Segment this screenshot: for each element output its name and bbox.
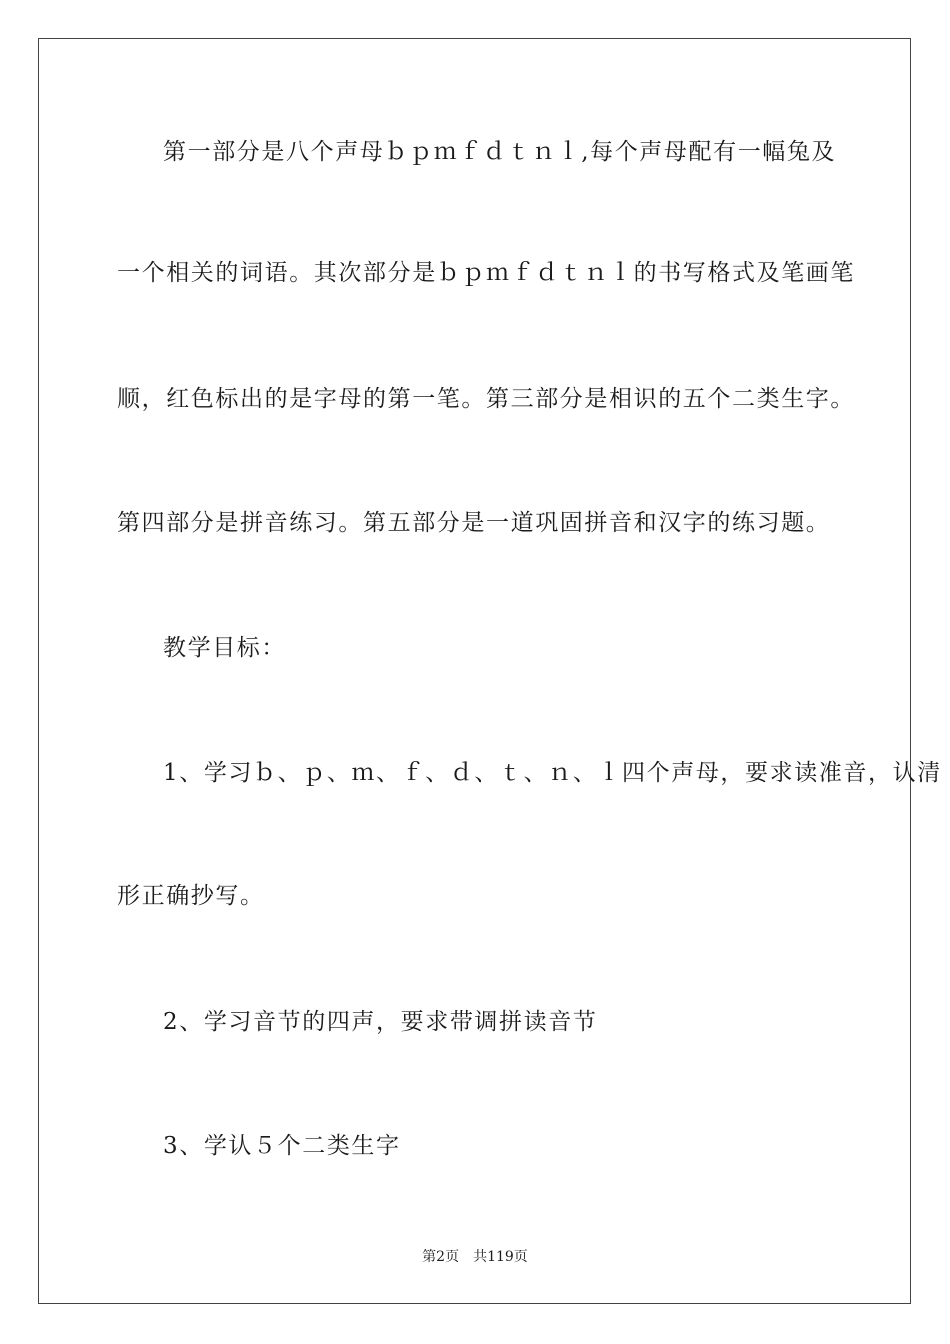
paragraph-line-4: 第四部分是拼音练习。第五部分是一道巩固拼音和汉字的练习题。 xyxy=(117,510,831,536)
goal-item-2: 2、学习音节的四声，要求带调拼读音节 xyxy=(163,1009,598,1035)
paragraph-line-1: 第一部分是八个声母ｂｐｍｆｄｔｎｌ,每个声母配有一幅兔及 xyxy=(163,139,837,165)
goal-item-3: 3、学认５个二类生字 xyxy=(163,1133,401,1159)
paragraph-line-2: 一个相关的词语。其次部分是ｂｐｍｆｄｔｎｌ的书写格式及笔画笔 xyxy=(117,260,855,286)
page-number-footer: 第2页 共119页 xyxy=(422,1249,528,1265)
paragraph-line-3: 顺，红色标出的是字母的第一笔。第三部分是相识的五个二类生字。 xyxy=(117,386,855,412)
page-border xyxy=(38,38,911,1304)
goal-item-1-line-2: 形正确抄写。 xyxy=(117,883,265,909)
section-heading-teaching-goals: 教学目标： xyxy=(163,635,286,661)
goal-item-1-line-1: 1、学习ｂ、ｐ、ｍ、ｆ、ｄ、ｔ、ｎ、ｌ四个声母，要求读准音，认清 xyxy=(163,760,942,786)
